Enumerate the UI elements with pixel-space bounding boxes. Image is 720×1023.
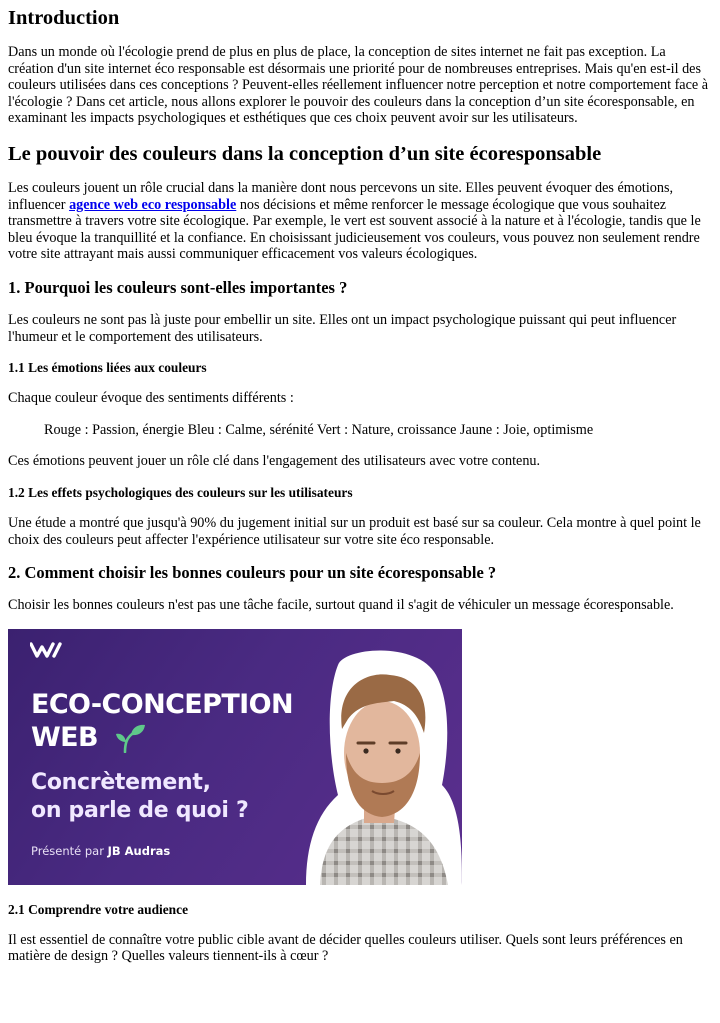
power-heading: Le pouvoir des couleurs dans la conception d’un site écoresponsable xyxy=(8,142,602,165)
presenter-photo xyxy=(298,645,462,885)
presenter-prefix: Présenté par xyxy=(31,843,108,858)
banner-subtitle-line1: Concrètement, xyxy=(31,769,211,795)
intro-heading: Introduction xyxy=(8,7,120,29)
colors-emotions-quote: Rouge : Passion, énergie Bleu : Calme, sérénité Vert : Nature, croissance Jaune : Joie, optimisme xyxy=(44,421,594,438)
power-text-after: nos décisions et même renforcer le message écologique que vous souhaitez transmettre à travers votre site écologique. Par exemple, le vert est souvent associé à la nature et à l'écologie, tandis que le bleu évoque la tranquillité et la confiance. En choisissant judicieusement vos couleurs, vous pouvez non seulement rendre votre site attrayant mais aussi communiquer efficacement vos valeurs écologiques. xyxy=(8,196,701,263)
section-1-paragraph: Les couleurs ne sont pas là juste pour embellir un site. Elles ont un impact psychologique puissant qui peut influencer l'humeur et le comportement des utilisateurs. xyxy=(8,311,677,345)
section-1-2-paragraph: Une étude a montré que jusqu'à 90% du jugement initial sur un produit est basé sur sa couleur. Cela montre à quel point le choix des couleurs peut affecter l'expérience utilisateur sur votre site éco responsable. xyxy=(8,514,701,548)
section-2-heading: 2. Comment choisir les bonnes couleurs pour un site écoresponsable ? xyxy=(8,563,497,583)
article xyxy=(0,6,720,965)
sprout-icon xyxy=(114,723,146,753)
banner-subtitle xyxy=(31,769,248,825)
power-paragraph xyxy=(8,180,712,263)
intro-paragraph: Dans un monde où l'écologie prend de plus en plus de place, la conception de sites internet ne fait pas exception. La création d'un site internet éco responsable est désormais une priorité pour de nombreuses entreprises. Mais qu'en est-il des couleurs utilisées dans ces conceptions ? Peuvent-elles réellement influencer notre perception et notre comportement face à l'écologie ? Dans cet article, nous allons explorer le pouvoir des couleurs dans la conception d’un site écoresponsable, en examinant les impacts psychologiques et esthétiques que ces choix peuvent avoir sur les utilisateurs. xyxy=(8,44,709,127)
section-2-1-heading: 2.1 Comprendre votre audience xyxy=(8,901,189,917)
presenter-name: JB Audras xyxy=(107,843,171,858)
power-text-before: Les couleurs jouent un rôle crucial dans la manière dont nous percevons un site. Elles peuvent évoquer des émotions, influencer xyxy=(8,179,674,213)
eco-conception-banner-image xyxy=(8,629,462,885)
section-2-1-paragraph: Il est essentiel de connaître votre public cible avant de décider quelles couleurs utiliser. Quels sont leurs préférences en matière de design ? Quelles valeurs tiennent-ils à cœur ? xyxy=(8,931,683,965)
banner-title-line1: ECO-CONCEPTION xyxy=(31,688,293,720)
banner-presenter xyxy=(31,843,170,860)
section-1-1-heading: 1.1 Les émotions liées aux couleurs xyxy=(8,360,207,376)
section-1-heading: 1. Pourquoi les couleurs sont-elles importantes ? xyxy=(8,277,348,297)
banner-title-line2: WEB xyxy=(31,721,99,753)
eco-agency-link[interactable]: agence web eco responsable xyxy=(69,196,237,213)
section-2-paragraph: Choisir les bonnes couleurs n'est pas une tâche facile, surtout quand il s'agit de véhiculer un message écoresponsable. xyxy=(8,597,674,614)
banner-title xyxy=(31,688,293,754)
section-1-1-paragraph: Chaque couleur évoque des sentiments différents : xyxy=(8,390,294,407)
section-1-2-heading: 1.2 Les effets psychologiques des couleurs sur les utilisateurs xyxy=(8,484,353,500)
banner-subtitle-line2: on parle de quoi ? xyxy=(31,797,249,823)
brand-logo-icon xyxy=(30,641,64,659)
section-1-1-after: Ces émotions peuvent jouer un rôle clé dans l'engagement des utilisateurs avec votre contenu. xyxy=(8,453,541,470)
